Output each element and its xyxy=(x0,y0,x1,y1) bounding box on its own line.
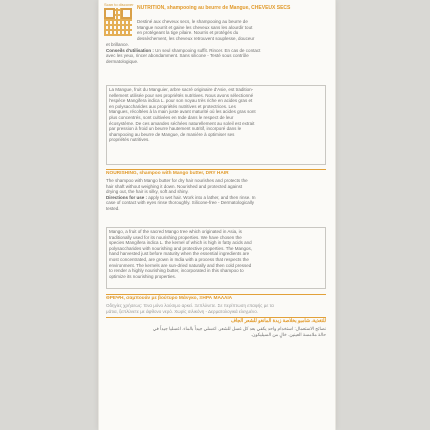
fr-line: Mangue nourrit et gaine les cheveux sans les alourdir tout xyxy=(137,24,253,30)
en-box-line: optimize its nourishing properties. xyxy=(109,273,177,279)
fr-line: dessèchement, les cheveux retrouvent souplesse, douceur xyxy=(137,35,255,41)
fr-advice-line: avec les yeux, rincer abondamment. Sans silicone - Testé sous contrôle xyxy=(106,53,249,59)
section-divider xyxy=(106,169,326,170)
fr-box-line: plus concentrés, sont cultivées en Inde dans le respect de leur xyxy=(109,114,234,120)
en-description xyxy=(106,178,326,212)
qr-label: Scan to discover xyxy=(104,2,134,7)
el-title: ΘΡΕΨΗ, σαμπουάν με βούτυρο Μάνγκο, ΞΗΡΑ ΜΑΛΛΙΑ xyxy=(106,296,233,301)
ar-line: نصائح الاستعمال: استخدام واحد يكفي بعد كل غسل للشعر. اغسلي جيداً بالماء. اغسليا جيداً في xyxy=(152,326,326,331)
fr-line: en protégeant la tige pilaire. Nourris et protégés du xyxy=(137,30,239,36)
el-line: μάτια, ξεπλύνετε με άφθονο νερό. Χωρίς σιλικόνη - Δερματολογικά ελεγμένο. xyxy=(106,308,259,314)
fr-line: et brillance. xyxy=(106,42,130,47)
section-divider xyxy=(106,294,326,295)
product-card xyxy=(98,0,336,430)
qr-code-icon[interactable] xyxy=(104,8,132,36)
en-box-line: species Mangifera indica L. the kernel of which is high in fatty acids and xyxy=(109,240,252,246)
en-box-line: to render a highly nourishing butter, incorporated in this shampoo to xyxy=(109,268,244,274)
fr-box-line: nellement utilisée pour ses propriétés nutritives. Nous avons sélectionné xyxy=(109,92,254,98)
fr-box-line: par pression à froid un beurre hautement nutritif, incorporé dans le xyxy=(109,126,242,132)
fr-box-line: écosystème. De ces amandes séchées naturellement au soleil est extrait xyxy=(109,120,255,126)
fr-advice-line: dermatologique. xyxy=(106,58,139,64)
en-info-box xyxy=(106,227,326,289)
section-divider xyxy=(106,317,326,318)
ar-line: حالة ملامسة العينين. خالٍ من السيليكون. xyxy=(250,331,326,337)
fr-advice-title: Conseils d'utilisation : xyxy=(106,47,154,53)
en-line: drying out, the hair is silky, soft and shiny. xyxy=(106,189,189,195)
ar-title: للتغذية، شامبو بخلاصة زبدة المانغو للشعر الجاف xyxy=(230,319,326,324)
en-box-line: environment. The kernels are sun-dried naturally and then cold pressed xyxy=(109,262,252,268)
en-line: The shampoo with Mango butter for dry hair nourishes and protects the xyxy=(106,178,248,183)
en-line: hair shaft without weighing it down. Nourished and protected against xyxy=(106,183,243,189)
en-box-line: polysaccharides with nourishing and protective properties. The Mangos, xyxy=(109,245,252,251)
en-box-line: most concentrated, are grown in India with a process that respects the xyxy=(109,256,249,262)
fr-box-line: La Mangue, fruit du Manguier, arbre sacré originaire d'Asie, est tradition- xyxy=(109,87,254,92)
fr-advice-line: Un seul shampooing suffit. Rincer. En cas de contact xyxy=(155,47,261,53)
en-box-line: Mango, a fruit of the sacred Mango tree which originated in Asia, is xyxy=(109,229,242,234)
en-advice-line: tested. xyxy=(106,205,120,211)
fr-box-line: propriétés nutritives. xyxy=(109,137,150,143)
en-title: NOURISHING, shampoo with Mango butter, DRY HAIR xyxy=(106,171,229,176)
ar-description xyxy=(106,326,326,337)
en-box-line: hand harvested just before maturity when the essential ingredients are xyxy=(109,251,250,257)
fr-info-box xyxy=(106,85,326,165)
en-box-line: traditionally used for its nourishing properties. We have chosen the xyxy=(109,234,242,240)
en-advice-line: case of contact with eyes rinse thoroughly. Silicone-free - Dermatologically xyxy=(106,200,254,206)
en-advice-line: apply to wet hair. Work into a lather, and then rinse. In xyxy=(148,194,256,200)
fr-box-line: en polysaccharides aux propriétés nutritives et protectrices. Les xyxy=(109,103,236,109)
fr-title: NUTRITION, shampooing au beurre de Mangue, CHEVEUX SECS xyxy=(137,5,291,11)
fr-description xyxy=(137,19,325,41)
fr-box-line: l'espèce Mangifera indica L. pour son noyau très riche en acides gras et xyxy=(109,98,253,104)
fr-line: Destiné aux cheveux secs, le shampooing au beurre de xyxy=(137,19,248,24)
el-description xyxy=(106,303,326,314)
fr-box-line: shampooing au beurre de Mangue, de manière à optimiser ses xyxy=(109,131,235,137)
fr-box-line: Mangues, récoltées à la main juste avant maturité où les acides gras sont xyxy=(109,109,256,115)
en-advice-title: Directions for use : xyxy=(106,194,148,200)
el-line: Οδηγίες χρήσεως: Ένα μόνο λούσιμο αρκεί. Ξεπλύνετε. Σε περίπτωση επαφής με τα xyxy=(106,303,274,308)
fr-description-end xyxy=(106,42,326,64)
